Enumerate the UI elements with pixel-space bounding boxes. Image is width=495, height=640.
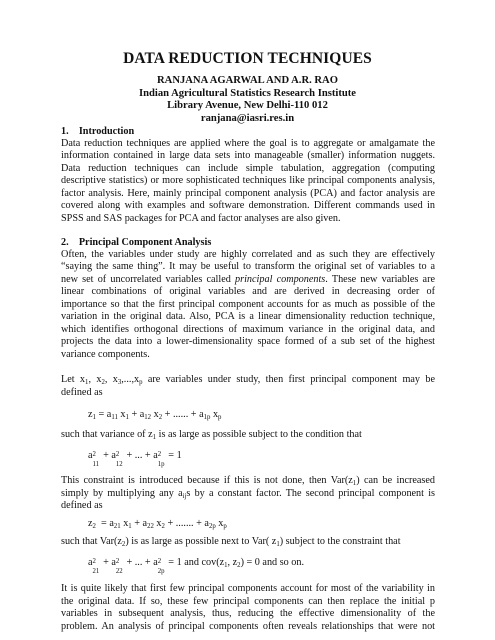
section-2-paragraph-3 [61,475,435,513]
text-line: Data reduction techniques are applied where the goal is to aggregate or amalgamate the [61,137,435,149]
text-line: factor analysis. Here, mainly principal component analysis (PCA) and factor analysis are [61,187,435,199]
section-1-heading: 1. Introduction [61,126,135,137]
text-line: Let $x_1$, $x_2$, $x_3,...,x_p$ are variables under study, then first principal component may be [61,374,435,386]
text-line: which identifies orthogonal directions of maximum variance in the original data, and [61,323,435,335]
address: Library Avenue, New Delhi-110 012 [167,100,328,111]
authors: RANJANA AGARWAL AND A.R. RAO [157,75,338,86]
text-line: the original data. If so, these few principal components can then replace the initial p [61,595,435,607]
text-line: information contained in large data sets into manageable (smaller) information nuggets. [61,150,435,162]
text-line: covered along with examples and software demonstration. Different commands used in [61,200,435,212]
text-line: It is quite likely that first few principal components account for most of the variability in [61,583,435,594]
condition-text-2: such that $Var(z_2)$ is as large as possible next to Var( $z_1$) subject to the constraint that [61,536,401,548]
text-line: linear combinations of original variables and are derived in decreasing order of [61,286,435,298]
document-title: DATA REDUCTION TECHNIQUES [123,50,372,67]
text-line: new set of uncorrelated variables called principal components. These new variables are [61,273,435,285]
text-line: This constraint is introduced because if this is not done, then $Var(z_1)$ can be increased [61,475,436,487]
section-2-paragraph-4 [61,583,435,633]
text-line: problem. An analysis of principal components often reveals relationships that were not [61,620,435,632]
section-1-paragraph [61,138,435,226]
text-line: Data reduction techniques can include simple tabulation, aggregation (computing [61,162,435,174]
section-2-heading: 2. Principal Component Analysis [61,237,212,248]
equation-z1: $z_1 = a_{11}$ $x_1 + a_{12}$ $x_2$ + ...... + $a_{1p}$ $x_p$ [88,409,222,421]
condition-text-1: such that variance of $z_1$ is as large as possible subject to the condition that [61,429,362,441]
section-2-paragraph-2 [61,374,435,399]
text-line: simply by multiplying any $a_{ij}s$ by a constant factor. The second principal component is [61,487,435,500]
text-line: Often, the variables under study are highly correlated and as such they are effectively [61,248,435,260]
equation-constraint-1: a 2 11 + a 2 12 + ... + a 2 1p = 1 [88,450,182,468]
equation-constraint-2: a 2 21 + a 2 22 + ... + a 2 2p = 1 and $cov(z_1$, $z_2) = 0$ and so on. [88,557,305,575]
italic-term: principal components [235,273,326,285]
text-line: variation in the original data. Also, PCA is a linear dimensionality reduction technique, [61,311,435,323]
text-line: importance so that the first principal component accounts for as much as possible of the [61,298,435,310]
text-line: projects the data into a lower-dimensionality space formed of a sub set of the highest [61,336,435,348]
text-line: descriptive statistics) or more sophisticated techniques like principal components analysis, [61,175,435,187]
equation-z2: $z_2 = a_{21}$ $x_1 + a_{22}$ $x_2$ + ....... + $a_{2p}$ $x_p$ [88,518,227,530]
section-2-paragraph-1 [61,249,435,362]
text-line: variance components. [61,348,150,360]
email: ranjana@iasri.res.in [200,112,295,124]
text-line: variables in subsequent analysis, thus, reducing the effective dimensionality of the [61,608,435,620]
text-line: SPSS and SAS packages for PCA and factor analyses are also given. [61,212,341,224]
institute: Indian Agricultural Statistics Research Institute [139,87,356,99]
text-line: defined as [61,386,103,398]
text-line: defined as [61,500,103,512]
text-line: “saying the same thing”. It may be useful to transform the original set of variables to a [61,261,435,273]
